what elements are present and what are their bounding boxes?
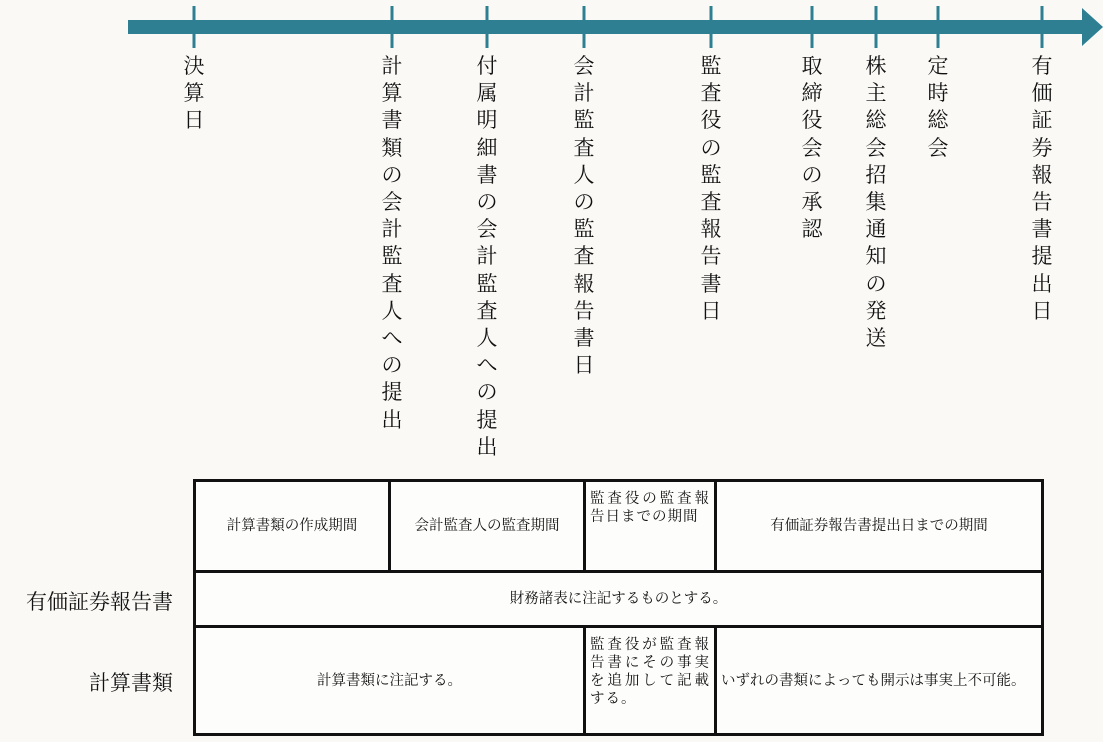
timeline-arrowhead: [1082, 8, 1103, 46]
event-label-schedules-submission: 付属明細書の会計監査人への提出: [476, 54, 498, 459]
cell-text: 監査役が監査報告書にその事実を追加して記載する。: [590, 637, 710, 707]
row-cell-corporate-auditor-note: [583, 625, 717, 736]
cell-text: 財務諸表に注記するものとする。: [509, 591, 728, 607]
event-label-board-approval: 取締役会の承認: [801, 54, 823, 242]
header-cell-preparation-period: [193, 479, 391, 573]
timeline-arrow: [0, 0, 1103, 60]
event-label-statements-submission: 計算書類の会計監査人への提出: [381, 54, 403, 432]
row-label-financial-statements: 計算書類: [89, 671, 173, 695]
header-text: 計算書類の作成期間: [226, 518, 358, 534]
cell-text: 計算書類に注記する。: [317, 672, 462, 689]
event-label-auditor-report-date: 会計監査人の監査報告書日: [573, 54, 595, 378]
event-label-securities-report-filing: 有価証券報告書提出日: [1031, 54, 1053, 323]
header-text: 会計監査人の監査期間: [414, 518, 560, 534]
header-cell-corporate-auditor-period: [583, 479, 717, 573]
row-cell-disclosure-impossible: [714, 625, 1044, 736]
header-text: 有価証券報告書提出日までの期間: [770, 518, 988, 534]
event-label-corporate-auditor-report-date: 監査役の監査報告書日: [700, 54, 722, 323]
event-label-meeting-notice-dispatch: 株主総会招集通知の発送: [865, 54, 887, 351]
event-label-general-meeting: 定時総会: [927, 54, 949, 160]
row-cell-securities-report: [193, 570, 1044, 628]
header-cell-filing-period: [714, 479, 1044, 573]
header-text: 監査役の監査報告日までの期間: [590, 491, 710, 525]
header-cell-auditor-period: [388, 479, 586, 573]
row-label-securities-report: 有価証券報告書: [26, 590, 173, 614]
cell-text: いずれの書類によっても開示は事実上不可能。: [721, 672, 1026, 689]
row-cell-statements-note: [193, 625, 586, 736]
event-label-closing-date: 決算日: [183, 54, 205, 133]
